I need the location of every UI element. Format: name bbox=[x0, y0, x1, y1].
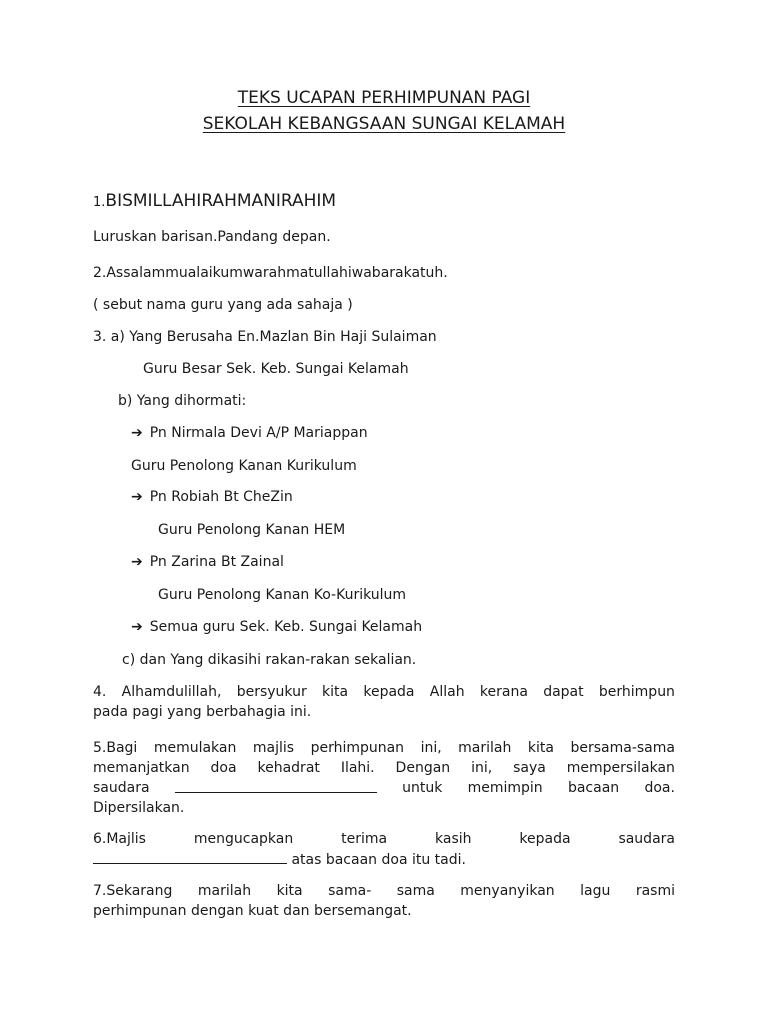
word: untuk bbox=[402, 780, 443, 796]
word: 6.Majlis bbox=[93, 831, 146, 847]
section-3a: 3. a) Yang Berusaha En.Mazlan Bin Haji Sulaiman bbox=[93, 329, 437, 345]
word: kepada bbox=[363, 684, 415, 700]
section-6-line-1 bbox=[93, 829, 675, 849]
section-1 bbox=[93, 191, 336, 213]
word: doa bbox=[210, 760, 237, 776]
word: kerana bbox=[479, 684, 528, 700]
word: rasmi bbox=[635, 883, 675, 899]
word: 5.Bagi bbox=[93, 740, 138, 756]
word: 7.Sekarang bbox=[93, 883, 173, 899]
list-item-role: Guru Penolong Kanan Kurikulum bbox=[131, 458, 357, 474]
word: saudara bbox=[93, 780, 150, 796]
word: marilah bbox=[197, 883, 252, 899]
arrow-right-icon: ➔ bbox=[131, 489, 143, 505]
word: lagu bbox=[580, 883, 611, 899]
word: saudara bbox=[618, 831, 675, 847]
section-3a-role: Guru Besar Sek. Keb. Sungai Kelamah bbox=[143, 361, 409, 377]
list-item-name: Semua guru Sek. Keb. Sungai Kelamah bbox=[149, 619, 423, 635]
word: ini, bbox=[420, 740, 442, 756]
word: doa. bbox=[644, 780, 675, 796]
word: kepada bbox=[519, 831, 571, 847]
section-5-line-2 bbox=[93, 758, 675, 778]
word: bacaan bbox=[567, 780, 620, 796]
section-2-note: ( sebut nama guru yang ada sahaja ) bbox=[93, 297, 353, 313]
section-6-line-2-text: atas bacaan doa itu tadi. bbox=[291, 852, 466, 868]
arrow-right-icon: ➔ bbox=[131, 554, 143, 570]
word: memimpin bbox=[467, 780, 543, 796]
arrow-right-icon: ➔ bbox=[131, 619, 143, 635]
list-item bbox=[131, 487, 293, 507]
list-item-role: Guru Penolong Kanan Ko-Kurikulum bbox=[158, 587, 407, 603]
section-5-line-4: Dipersilakan. bbox=[93, 800, 185, 816]
word: majlis bbox=[252, 740, 295, 756]
section-1-number: 1. bbox=[93, 195, 106, 210]
section-7-line-2: perhimpunan dengan kuat dan bersemangat. bbox=[93, 903, 412, 919]
word: memanjatkan bbox=[93, 760, 190, 776]
section-4-line-1 bbox=[93, 682, 675, 702]
section-4-line-2: pada pagi yang berbahagia ini. bbox=[93, 704, 312, 720]
word: kita bbox=[276, 883, 303, 899]
section-1-text: BISMILLAHIRAHMANIRAHIM bbox=[105, 191, 337, 211]
section-2-greeting: 2.Assalammualaikumwarahmatullahiwabarakatuh. bbox=[93, 265, 448, 281]
list-item bbox=[131, 552, 284, 572]
word: terima bbox=[341, 831, 388, 847]
list-item bbox=[131, 423, 368, 443]
word: kehadrat bbox=[257, 760, 320, 776]
list-item-role: Guru Penolong Kanan HEM bbox=[158, 522, 346, 538]
word: berhimpun bbox=[598, 684, 675, 700]
word: mempersilakan bbox=[566, 760, 675, 776]
word: kita bbox=[322, 684, 349, 700]
word: ini, bbox=[471, 760, 493, 776]
section-6-line-2 bbox=[93, 849, 466, 870]
list-item-name: Pn Robiah Bt CheZin bbox=[149, 489, 293, 505]
word: kasih bbox=[435, 831, 472, 847]
word: bersyukur bbox=[236, 684, 307, 700]
word: Dengan bbox=[395, 760, 451, 776]
word: Allah bbox=[429, 684, 465, 700]
section-7-line-1 bbox=[93, 881, 675, 901]
word: kita bbox=[527, 740, 554, 756]
word: Ilahi. bbox=[340, 760, 375, 776]
word: memulakan bbox=[153, 740, 237, 756]
title-line-2: SEKOLAH KEBANGSAAN SUNGAI KELAMAH bbox=[202, 114, 566, 134]
word: perhimpunan bbox=[310, 740, 405, 756]
word: bersama-sama bbox=[570, 740, 675, 756]
fill-in-blank[interactable] bbox=[93, 849, 287, 864]
fill-in-blank[interactable] bbox=[175, 778, 377, 793]
word: Alhamdulillah, bbox=[121, 684, 222, 700]
list-item bbox=[131, 617, 422, 637]
word: mengucapkan bbox=[193, 831, 294, 847]
word: sama bbox=[396, 883, 435, 899]
section-1-instruction: Luruskan barisan.Pandang depan. bbox=[93, 229, 331, 245]
section-5-line-1 bbox=[93, 738, 675, 758]
word: 4. bbox=[93, 684, 107, 700]
section-3c: c) dan Yang dikasihi rakan-rakan sekalian. bbox=[122, 652, 417, 668]
arrow-right-icon: ➔ bbox=[131, 425, 143, 441]
list-item-name: Pn Nirmala Devi A/P Mariappan bbox=[149, 425, 368, 441]
title-line-1: TEKS UCAPAN PERHIMPUNAN PAGI bbox=[237, 88, 531, 108]
word: menyanyikan bbox=[460, 883, 555, 899]
word: saya bbox=[513, 760, 546, 776]
word: marilah bbox=[458, 740, 512, 756]
word: dapat bbox=[543, 684, 584, 700]
section-5-line-3 bbox=[93, 778, 675, 798]
section-3b: b) Yang dihormati: bbox=[118, 393, 247, 409]
list-item-name: Pn Zarina Bt Zainal bbox=[149, 554, 284, 570]
word: sama- bbox=[328, 883, 372, 899]
